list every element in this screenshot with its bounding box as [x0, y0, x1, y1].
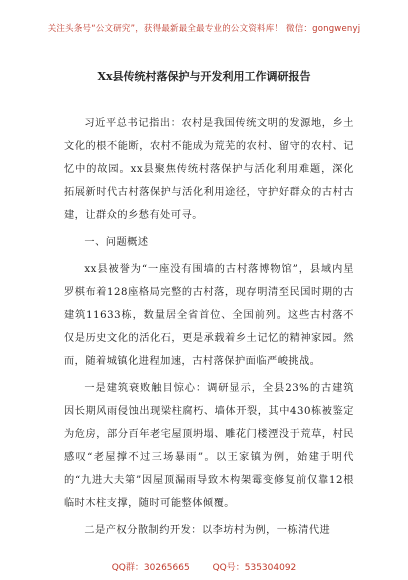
header-promo-note: 关注头条号“公文研究”，获得最新最全最专业的公文资料库！ 微信：gongwenyj [47, 24, 361, 34]
qq-group-text: QQ群：30265665 [111, 563, 190, 573]
footer-contact [0, 560, 408, 573]
overview-paragraph: xx县被誉为“一座没有围墙的古村落博物馆”，县域内星罗棋布着128座格局完整的古村落，现存明清至民国时期的古建筑11633栋，数量居全省首位、全国前列。这些古村落不仅是历史文化的活化石，更是承载着乡土记忆的精神家园。然而，随着城镇化进程加速，古村落保护面临严峻挑战。 [64, 264, 354, 367]
point-one-paragraph: 一是建筑衰败触目惊心：调研显示，全县23%的古建筑因长期风雨侵蚀出现梁柱腐朽、墙体开裂，其中430栋被鉴定为危房，部分百年老宅屋顶坍塌、雕花门楼湮没于荒草，村民感叹“老屋撑不过三场暴雨”。以王家镇为例，始建于明代的“九进大夫第”因屋顶漏雨导致木构架霉变修复前仅靠12根临时木柱支撑，随时可能整体倾覆。 [64, 383, 354, 509]
point-two-paragraph: 二是产权分散制约开发：以李坊村为例，一栋清代进 [84, 525, 331, 536]
document-title: Xx县传统村落保护与开发利用工作调研报告 [97, 70, 311, 83]
document-body [64, 112, 354, 546]
section-heading: 一、问题概述 [84, 237, 149, 248]
intro-paragraph: 习近平总书记指出：农村是我国传统文明的发源地，乡土文化的根不能断，农村不能成为荒芜的农村、留守的农村、记忆中的故园。xx县聚焦传统村落保护与活化利用难题，深化拓展新时代古村落保护与活化利用途径，守护好群众的古村古建，让群众的乡愁有处可寻。 [64, 118, 354, 221]
qq-number-text: QQ号：535304092 [212, 563, 297, 573]
